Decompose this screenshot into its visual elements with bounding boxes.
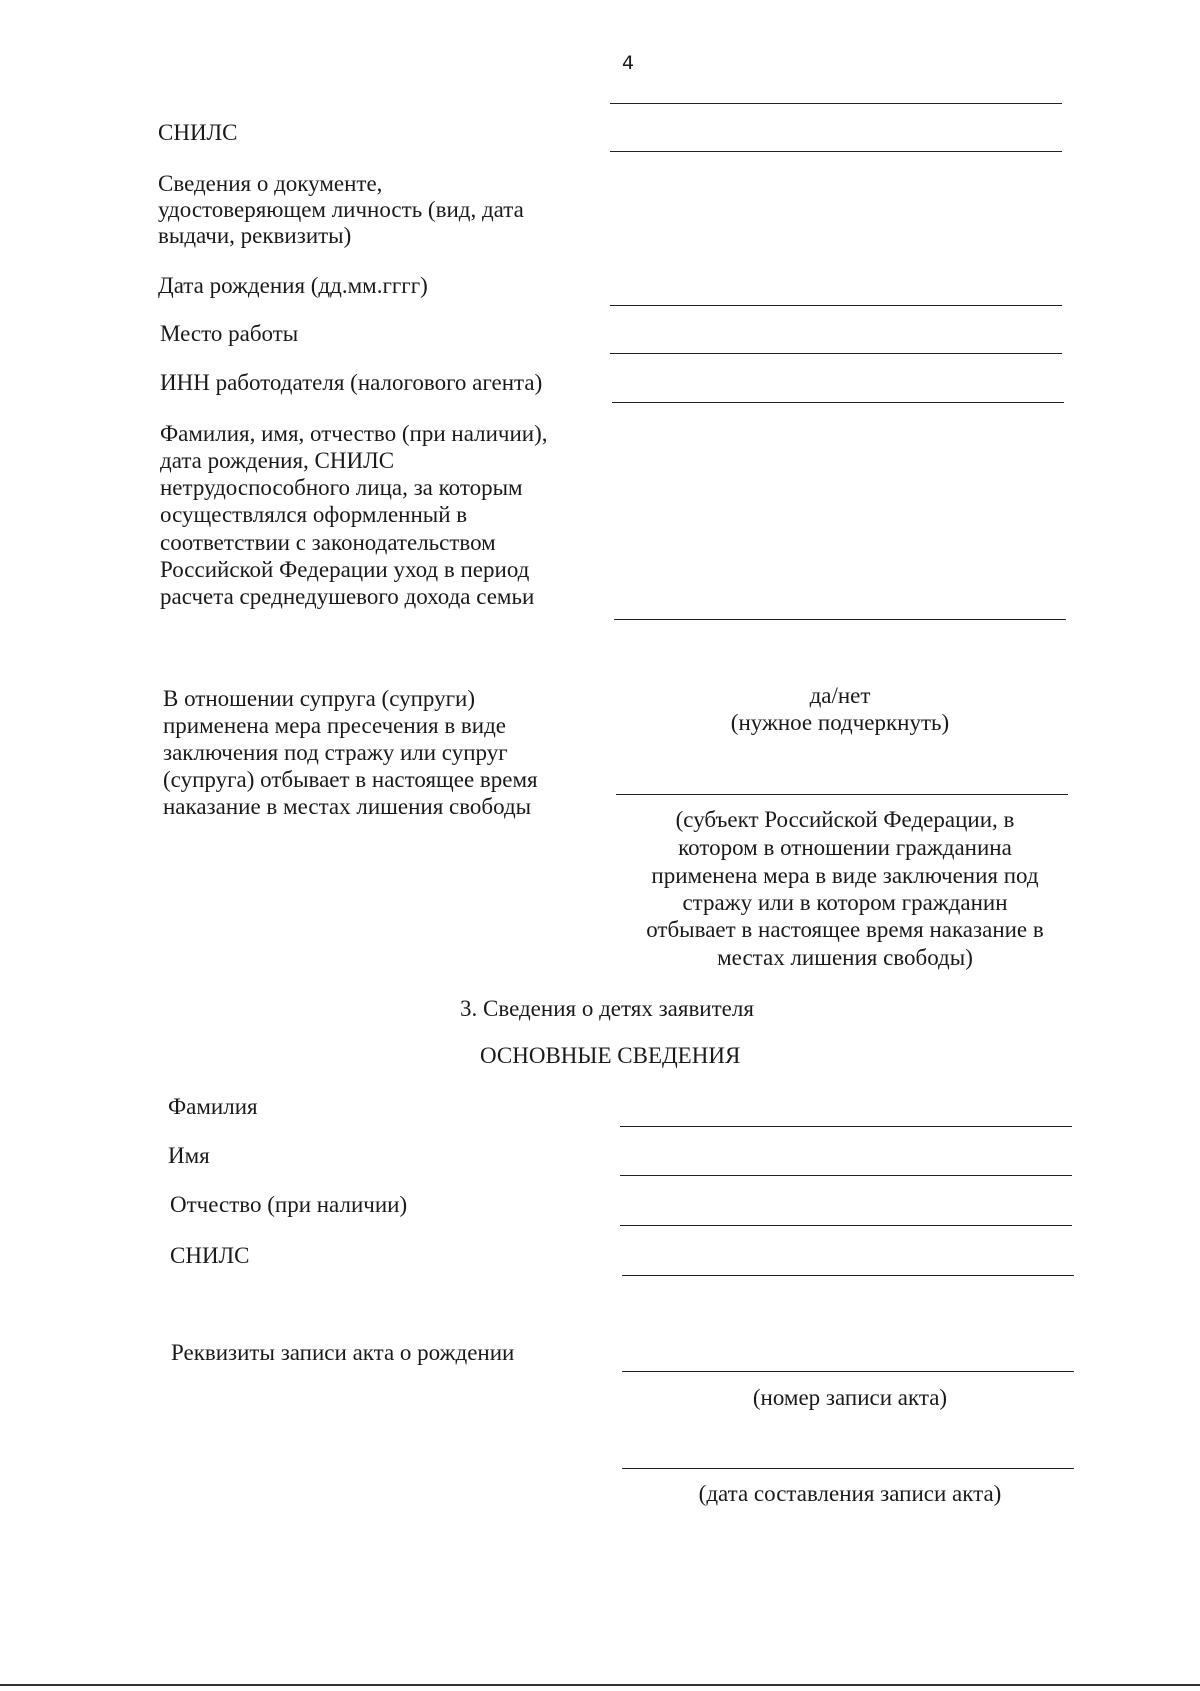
birth-record-date-hint: (дата составления записи акта): [698, 1481, 1002, 1506]
blank-line-top[interactable]: [610, 103, 1062, 104]
page-bottom-edge: [0, 1684, 1200, 1686]
underline-hint: (нужное подчеркнуть): [730, 710, 950, 735]
birth-record-date-input-line[interactable]: [622, 1468, 1074, 1469]
birth-date-input-line[interactable]: [610, 305, 1062, 306]
field-label-employer-inn: ИНН работодателя (налогового агента): [160, 370, 543, 395]
field-label-child-snils: СНИЛС: [170, 1243, 250, 1268]
birth-record-number-hint: (номер записи акта): [752, 1385, 948, 1410]
field-label-workplace: Место работы: [160, 321, 299, 346]
detention-subject-input-line[interactable]: [616, 794, 1068, 795]
document-page: 4 СНИЛС Сведения о документе, удостоверяющем личность (вид, дата выдачи, реквизиты) Дата рождения (дд.мм.гггг) Место работы ИНН работодателя (налогового агента) Фамилия, имя, отчество (при наличии), дата рождения, СНИЛС нетрудоспособного лица, за которым осуществлялся оформленный в соответствии с законодательством Российской Федерации уход в период расчета среднедушевого дохода семьи В отношении супруга (супруги) применена мера пресечения в виде заключения под стражу или супруг (супруга) отбывает в настоящее время наказание в местах лишения свободы да/нет (нужное подчеркнуть) (субъект Российской Федерации, в котором в отношении гражданина применена мера в виде заключения под стражу или в котором гражданин отбывает в настоящее время наказание в местах лишения свободы) 3. Сведения о детях заявителя ОСНОВНЫЕ СВЕДЕНИЯ Фамилия Имя Отчество (при наличии) СНИЛС Реквизиты записи акта о рождении (номер записи акта) (дата составления записи акта): [0, 0, 1200, 1691]
field-label-child-surname: Фамилия: [168, 1094, 258, 1119]
child-name-input-line[interactable]: [620, 1175, 1072, 1176]
field-label-child-patronymic: Отчество (при наличии): [170, 1192, 408, 1217]
snils-input-line[interactable]: [610, 151, 1062, 152]
child-surname-input-line[interactable]: [620, 1126, 1072, 1127]
field-label-snils: СНИЛС: [158, 120, 238, 145]
workplace-input-line[interactable]: [610, 353, 1062, 354]
child-snils-input-line[interactable]: [622, 1275, 1074, 1276]
field-label-birth-record: Реквизиты записи акта о рождении: [171, 1340, 515, 1365]
child-patronymic-input-line[interactable]: [620, 1225, 1072, 1226]
dependent-care-input-line[interactable]: [614, 619, 1066, 620]
field-label-birth-date: Дата рождения (дд.мм.гггг): [158, 273, 428, 298]
employer-inn-input-line[interactable]: [612, 402, 1064, 403]
field-label-child-name: Имя: [168, 1143, 210, 1168]
page-number: 4: [622, 52, 635, 74]
section-3-title: 3. Сведения о детях заявителя: [460, 996, 754, 1021]
birth-record-number-input-line[interactable]: [622, 1371, 1074, 1372]
section-3-subtitle: ОСНОВНЫЕ СВЕДЕНИЯ: [480, 1043, 741, 1068]
yes-no-choice[interactable]: да/нет: [809, 683, 871, 708]
